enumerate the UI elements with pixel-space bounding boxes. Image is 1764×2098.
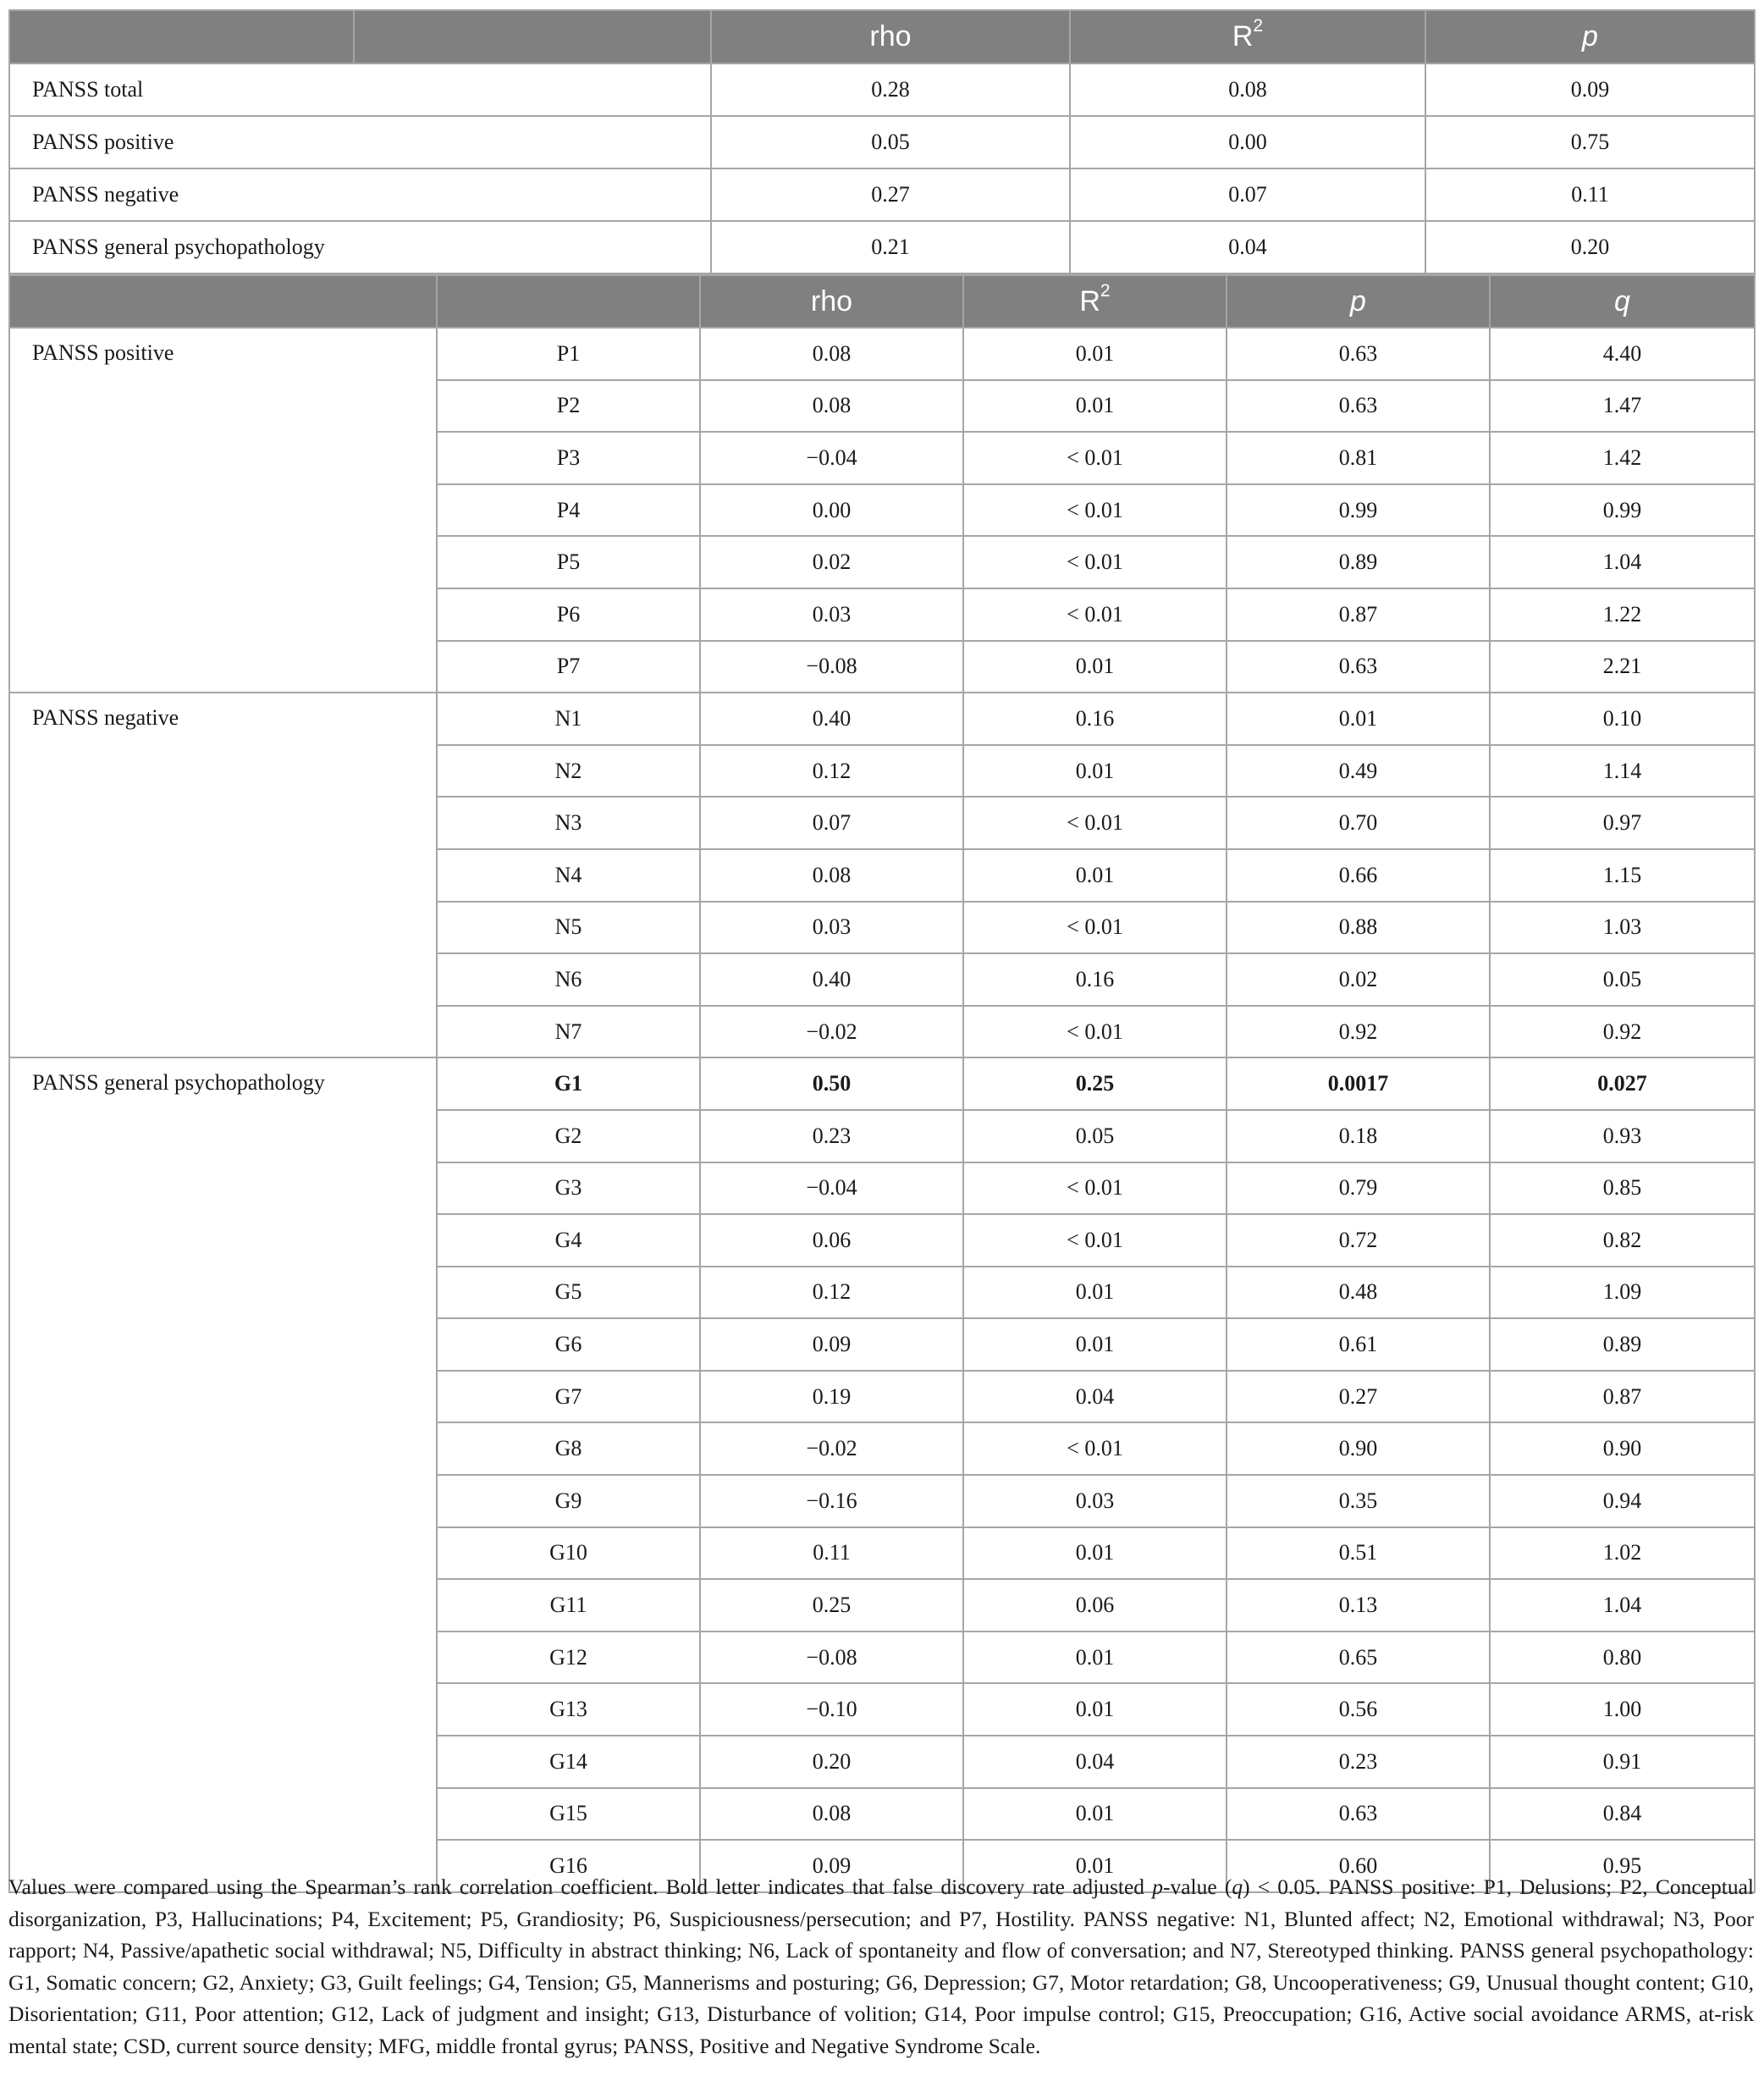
r2-value: < 0.01 (963, 1006, 1227, 1058)
p-value: 0.27 (1227, 1371, 1490, 1423)
p-value: 0.63 (1227, 1788, 1490, 1841)
rho-value: 0.09 (700, 1318, 963, 1371)
footnote-part2: -value ( (1162, 1874, 1232, 1899)
rho-value: −0.04 (700, 1162, 963, 1215)
r2-value: 0.01 (963, 1318, 1227, 1371)
rho-value: 0.02 (700, 536, 963, 588)
item-code: G1 (437, 1057, 700, 1110)
r2-value: 0.01 (963, 1840, 1227, 1892)
rho-value: −0.16 (700, 1475, 963, 1527)
row-label: PANSS general psychopathology (9, 221, 711, 273)
item-code: N2 (437, 745, 700, 798)
item-correlation-table (8, 274, 1756, 1893)
q-value: 1.04 (1490, 536, 1755, 588)
rho-value: 0.27 (711, 168, 1070, 221)
q-value: 0.027 (1490, 1057, 1755, 1110)
p-value: 0.35 (1227, 1475, 1490, 1527)
item-code: G5 (437, 1267, 700, 1319)
p-value: 0.09 (1425, 63, 1755, 116)
table-row (9, 63, 1755, 116)
header-rho-label: rho (869, 20, 912, 52)
q-value: 1.22 (1490, 588, 1755, 641)
q-value: 0.95 (1490, 1840, 1755, 1892)
header-r2-sup: 2 (1253, 16, 1264, 36)
p-value: 0.61 (1227, 1318, 1490, 1371)
q-value: 0.92 (1490, 1006, 1755, 1058)
r2-value: 0.01 (963, 380, 1227, 433)
rho-value: 0.08 (700, 328, 963, 380)
r2-value: 0.04 (1070, 221, 1425, 273)
item-code: G14 (437, 1736, 700, 1788)
header-blank-cell (9, 275, 437, 328)
group-label: PANSS negative (9, 693, 437, 1057)
q-value: 0.94 (1490, 1475, 1755, 1527)
p-value: 0.89 (1227, 536, 1490, 588)
q-value: 1.04 (1490, 1579, 1755, 1631)
header-rho (711, 10, 1070, 63)
row-label: PANSS negative (9, 168, 711, 221)
item-code: N5 (437, 902, 700, 954)
r2-value: < 0.01 (963, 1422, 1227, 1475)
item-code: P3 (437, 432, 700, 484)
p-value: 0.75 (1425, 116, 1755, 168)
rho-value: 0.08 (700, 1788, 963, 1841)
group-label: PANSS positive (9, 328, 437, 693)
p-value: 0.02 (1227, 953, 1490, 1006)
rho-value: 0.08 (700, 849, 963, 902)
item-code: G2 (437, 1110, 700, 1162)
rho-value: −0.08 (700, 1631, 963, 1684)
p-value: 0.20 (1425, 221, 1755, 273)
q-value: 1.02 (1490, 1527, 1755, 1580)
row-label: PANSS positive (9, 116, 711, 168)
q-value: 1.42 (1490, 432, 1755, 484)
q-value: 0.82 (1490, 1214, 1755, 1267)
r2-value: < 0.01 (963, 588, 1227, 641)
r2-value: < 0.01 (963, 432, 1227, 484)
rho-value: 0.12 (700, 1267, 963, 1319)
item-code: G3 (437, 1162, 700, 1215)
item-code: G11 (437, 1579, 700, 1631)
rho-value: 0.40 (700, 693, 963, 745)
p-value: 0.23 (1227, 1736, 1490, 1788)
row-label: PANSS total (9, 63, 711, 116)
header-r2-base: R (1232, 20, 1254, 52)
p-value: 0.92 (1227, 1006, 1490, 1058)
q-value: 1.14 (1490, 745, 1755, 798)
r2-value: 0.07 (1070, 168, 1425, 221)
summary-correlation-table (8, 9, 1756, 274)
p-value: 0.01 (1227, 693, 1490, 745)
p-value: 0.70 (1227, 797, 1490, 849)
p-value: 0.13 (1227, 1579, 1490, 1631)
r2-value: 0.04 (963, 1371, 1227, 1423)
r2-value: 0.03 (963, 1475, 1227, 1527)
q-value: 0.85 (1490, 1162, 1755, 1215)
rho-value: 0.19 (700, 1371, 963, 1423)
header-r2-sup: 2 (1100, 280, 1111, 301)
r2-value: 0.06 (963, 1579, 1227, 1631)
item-code: N6 (437, 953, 700, 1006)
footnote-q-italic: q (1232, 1874, 1243, 1899)
p-value: 0.51 (1227, 1527, 1490, 1580)
table-header-row (9, 275, 1755, 328)
rho-value: −0.02 (700, 1006, 963, 1058)
r2-value: 0.00 (1070, 116, 1425, 168)
rho-value: −0.10 (700, 1683, 963, 1736)
group-label: PANSS general psychopathology (9, 1057, 437, 1892)
r2-value: 0.16 (963, 953, 1227, 1006)
header-r2-base: R (1079, 284, 1100, 317)
q-value: 0.84 (1490, 1788, 1755, 1841)
rho-value: 0.50 (700, 1057, 963, 1110)
rho-value: 0.03 (700, 902, 963, 954)
footnote-text (8, 1871, 1754, 2062)
r2-value: 0.01 (963, 1267, 1227, 1319)
table-row (9, 693, 1755, 745)
rho-value: 0.28 (711, 63, 1070, 116)
rho-value: −0.04 (700, 432, 963, 484)
item-code: G10 (437, 1527, 700, 1580)
footnote-p-italic: p (1152, 1874, 1163, 1899)
item-code: G4 (437, 1214, 700, 1267)
q-value: 0.91 (1490, 1736, 1755, 1788)
rho-value: 0.08 (700, 380, 963, 433)
item-code: P2 (437, 380, 700, 433)
q-value: 0.05 (1490, 953, 1755, 1006)
r2-value: < 0.01 (963, 1162, 1227, 1215)
header-p (1425, 10, 1755, 63)
item-code: G6 (437, 1318, 700, 1371)
table-row (9, 328, 1755, 380)
header-q (1490, 275, 1755, 328)
r2-value: < 0.01 (963, 484, 1227, 537)
q-value: 2.21 (1490, 641, 1755, 693)
header-rho (700, 275, 963, 328)
item-code: P1 (437, 328, 700, 380)
q-value: 0.90 (1490, 1422, 1755, 1475)
r2-value: 0.01 (963, 745, 1227, 798)
p-value: 0.63 (1227, 641, 1490, 693)
r2-value: < 0.01 (963, 536, 1227, 588)
footnote-part1: Values were compared using the Spearman’s rank correlation coefficient. Bold letter indicates that false discovery rate adjusted (8, 1874, 1153, 1899)
item-code: P4 (437, 484, 700, 537)
q-value: 1.09 (1490, 1267, 1755, 1319)
r2-value: 0.01 (963, 641, 1227, 693)
rho-value: 0.05 (711, 116, 1070, 168)
item-code: N1 (437, 693, 700, 745)
p-value: 0.66 (1227, 849, 1490, 902)
header-blank-cell (9, 10, 354, 63)
item-code: G8 (437, 1422, 700, 1475)
q-value: 1.03 (1490, 902, 1755, 954)
q-value: 0.99 (1490, 484, 1755, 537)
header-blank-cell (437, 275, 700, 328)
rho-value: −0.02 (700, 1422, 963, 1475)
header-rho-label: rho (810, 284, 853, 317)
p-value: 0.90 (1227, 1422, 1490, 1475)
p-value: 0.63 (1227, 328, 1490, 380)
header-blank-cell (354, 10, 711, 63)
table-row (9, 116, 1755, 168)
r2-value: 0.01 (963, 1631, 1227, 1684)
rho-value: 0.06 (700, 1214, 963, 1267)
rho-value: 0.25 (700, 1579, 963, 1631)
header-p-label: p (1582, 20, 1598, 52)
q-value: 0.80 (1490, 1631, 1755, 1684)
r2-value: 0.08 (1070, 63, 1425, 116)
q-value: 4.40 (1490, 328, 1755, 380)
r2-value: < 0.01 (963, 902, 1227, 954)
p-value: 0.87 (1227, 588, 1490, 641)
q-value: 1.00 (1490, 1683, 1755, 1736)
item-code: N3 (437, 797, 700, 849)
header-p-label: p (1350, 284, 1366, 317)
table-header-row (9, 10, 1755, 63)
item-code: G16 (437, 1840, 700, 1892)
rho-value: 0.12 (700, 745, 963, 798)
p-value: 0.72 (1227, 1214, 1490, 1267)
r2-value: < 0.01 (963, 1214, 1227, 1267)
footnote-part3: ) < 0.05. PANSS positive: P1, Delusions; P2, Conceptual disorganization, P3, Hallucinations; P4, Excitement; P5, Grandiosity; P6, Suspiciousness/persecution; and P7, Hostility. PANSS negative: N1, Blunted affect; N2, Emotional withdrawal; N3, Poor rapport; N4, Passive/apathetic social withdrawal; N5, Difficulty in abstract thinking; N6, Lack of spontaneity and flow of conversation; and N7, Stereotyped thinking. PANSS general psychopathology: G1, Somatic concern; G2, Anxiety; G3, Guilt feelings; G4, Tension; G5, Mannerisms and posturing; G6, Depression; G7, Motor retardation; G8, Uncooperativeness; G9, Unusual thought content; G10, Disorientation; G11, Poor attention; G12, Lack of judgment and insight; G13, Disturbance of volition; G14, Poor impulse control; G15, Preoccupation; G16, Active social avoidance ARMS, at-risk mental state; CSD, current source density; MFG, middle frontal gyrus; PANSS, Positive and Negative Syndrome Scale. (8, 1874, 1754, 2058)
rho-value: 0.20 (700, 1736, 963, 1788)
p-value: 0.18 (1227, 1110, 1490, 1162)
header-r2 (1070, 10, 1425, 63)
rho-value: −0.08 (700, 641, 963, 693)
r2-value: 0.04 (963, 1736, 1227, 1788)
item-code: G9 (437, 1475, 700, 1527)
p-value: 0.49 (1227, 745, 1490, 798)
header-q-label: q (1614, 284, 1630, 317)
p-value: 0.65 (1227, 1631, 1490, 1684)
item-code: P5 (437, 536, 700, 588)
item-code: N7 (437, 1006, 700, 1058)
header-r2 (963, 275, 1227, 328)
p-value: 0.63 (1227, 380, 1490, 433)
rho-value: 0.07 (700, 797, 963, 849)
r2-value: 0.01 (963, 1788, 1227, 1841)
rho-value: 0.11 (700, 1527, 963, 1580)
q-value: 0.93 (1490, 1110, 1755, 1162)
p-value: 0.79 (1227, 1162, 1490, 1215)
table-row (9, 1057, 1755, 1110)
item-code: G15 (437, 1788, 700, 1841)
item-code: G12 (437, 1631, 700, 1684)
r2-value: 0.25 (963, 1057, 1227, 1110)
p-value: 0.0017 (1227, 1057, 1490, 1110)
item-code: P7 (437, 641, 700, 693)
r2-value: < 0.01 (963, 797, 1227, 849)
rho-value: 0.23 (700, 1110, 963, 1162)
table-row (9, 221, 1755, 273)
q-value: 1.47 (1490, 380, 1755, 433)
q-value: 0.10 (1490, 693, 1755, 745)
q-value: 0.87 (1490, 1371, 1755, 1423)
p-value: 0.60 (1227, 1840, 1490, 1892)
header-p (1227, 275, 1490, 328)
q-value: 0.97 (1490, 797, 1755, 849)
rho-value: 0.03 (700, 588, 963, 641)
table-row (9, 168, 1755, 221)
q-value: 1.15 (1490, 849, 1755, 902)
r2-value: 0.05 (963, 1110, 1227, 1162)
item-code: N4 (437, 849, 700, 902)
rho-value: 0.09 (700, 1840, 963, 1892)
rho-value: 0.00 (700, 484, 963, 537)
r2-value: 0.01 (963, 849, 1227, 902)
r2-value: 0.01 (963, 328, 1227, 380)
item-code: G13 (437, 1683, 700, 1736)
r2-value: 0.01 (963, 1527, 1227, 1580)
table-footnote (8, 1871, 1754, 2062)
p-value: 0.81 (1227, 432, 1490, 484)
p-value: 0.99 (1227, 484, 1490, 537)
r2-value: 0.16 (963, 693, 1227, 745)
q-value: 0.89 (1490, 1318, 1755, 1371)
item-code: G7 (437, 1371, 700, 1423)
rho-value: 0.40 (700, 953, 963, 1006)
item-code: P6 (437, 588, 700, 641)
rho-value: 0.21 (711, 221, 1070, 273)
p-value: 0.56 (1227, 1683, 1490, 1736)
p-value: 0.11 (1425, 168, 1755, 221)
p-value: 0.88 (1227, 902, 1490, 954)
r2-value: 0.01 (963, 1683, 1227, 1736)
p-value: 0.48 (1227, 1267, 1490, 1319)
